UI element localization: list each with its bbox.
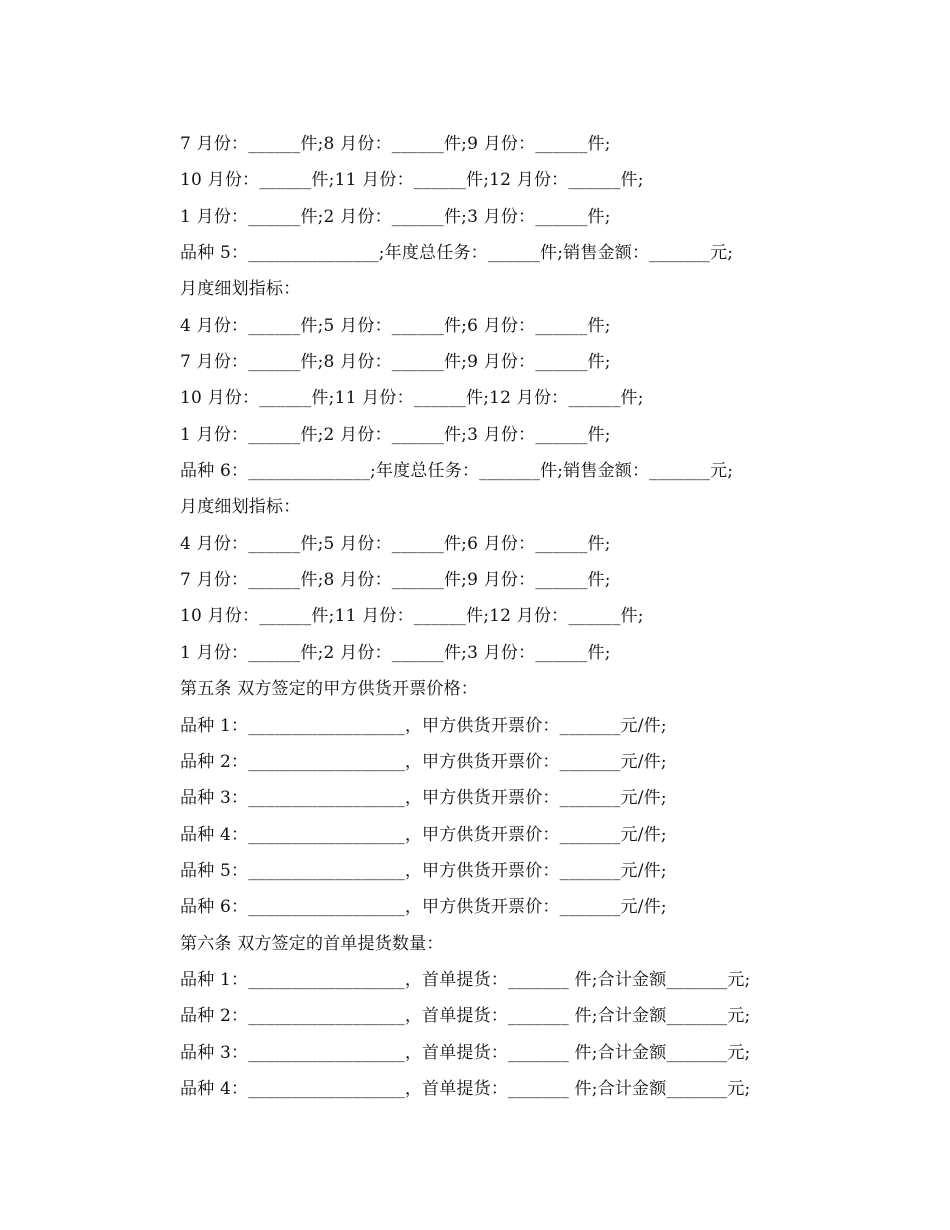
text-line: 品种 5：_______________;年度总任务：______件;销售金额：_______元; <box>180 243 734 264</box>
section-subheading: 月度细划指标： <box>180 497 301 518</box>
article-heading: 第五条 双方签定的甲方供货开票价格： <box>180 679 479 700</box>
text-line: 10 月份：______件;11 月份：______件;12 月份：______件; <box>180 170 644 191</box>
section-subheading: 月度细划指标： <box>180 279 301 300</box>
text-line: 4 月份：______件;5 月份：______件;6 月份：______件; <box>180 533 611 554</box>
text-line: 品种 6：__________________，甲方供货开票价：_______元/件; <box>180 897 667 918</box>
text-line: 品种 5：__________________，甲方供货开票价：_______元/件; <box>180 860 667 881</box>
text-line: 品种 4：__________________，首单提货：_______ 件;合计金额_______元; <box>180 1078 751 1099</box>
text-line: 10 月份：______件;11 月份：______件;12 月份：______件; <box>180 388 644 409</box>
document-body <box>180 126 880 1107</box>
text-line: 7 月份：______件;8 月份：______件;9 月份：______件; <box>180 134 611 154</box>
text-line: 1 月份：______件;2 月份：______件;3 月份：______件; <box>180 424 611 445</box>
text-line: 7 月份：______件;8 月份：______件;9 月份：______件; <box>180 352 611 373</box>
text-line: 品种 3：__________________，首单提货：_______ 件;合计金额_______元; <box>180 1042 751 1063</box>
text-line: 品种 3：__________________，甲方供货开票价：_______元/件; <box>180 788 667 809</box>
article-heading: 第六条 双方签定的首单提货数量： <box>180 933 444 954</box>
text-line: 品种 2：__________________，甲方供货开票价：_______元/件; <box>180 751 667 772</box>
text-line: 1 月份：______件;2 月份：______件;3 月份：______件; <box>180 206 611 227</box>
text-line: 7 月份：______件;8 月份：______件;9 月份：______件; <box>180 570 611 591</box>
text-line: 品种 4：__________________，甲方供货开票价：_______元/件; <box>180 824 667 845</box>
text-line: 1 月份：______件;2 月份：______件;3 月份：______件; <box>180 642 611 663</box>
text-line: 品种 1：__________________，甲方供货开票价：_______元/件; <box>180 715 667 736</box>
text-line: 品种 2：__________________，首单提货：_______ 件;合计金额_______元; <box>180 1006 751 1027</box>
text-line: 品种 1：__________________，首单提货：_______ 件;合计金额_______元; <box>180 969 751 990</box>
text-line: 10 月份：______件;11 月份：______件;12 月份：______件; <box>180 606 644 627</box>
text-line: 品种 6：______________;年度总任务：_______件;销售金额：_______元; <box>180 461 734 482</box>
text-line: 4 月份：______件;5 月份：______件;6 月份：______件; <box>180 315 611 336</box>
